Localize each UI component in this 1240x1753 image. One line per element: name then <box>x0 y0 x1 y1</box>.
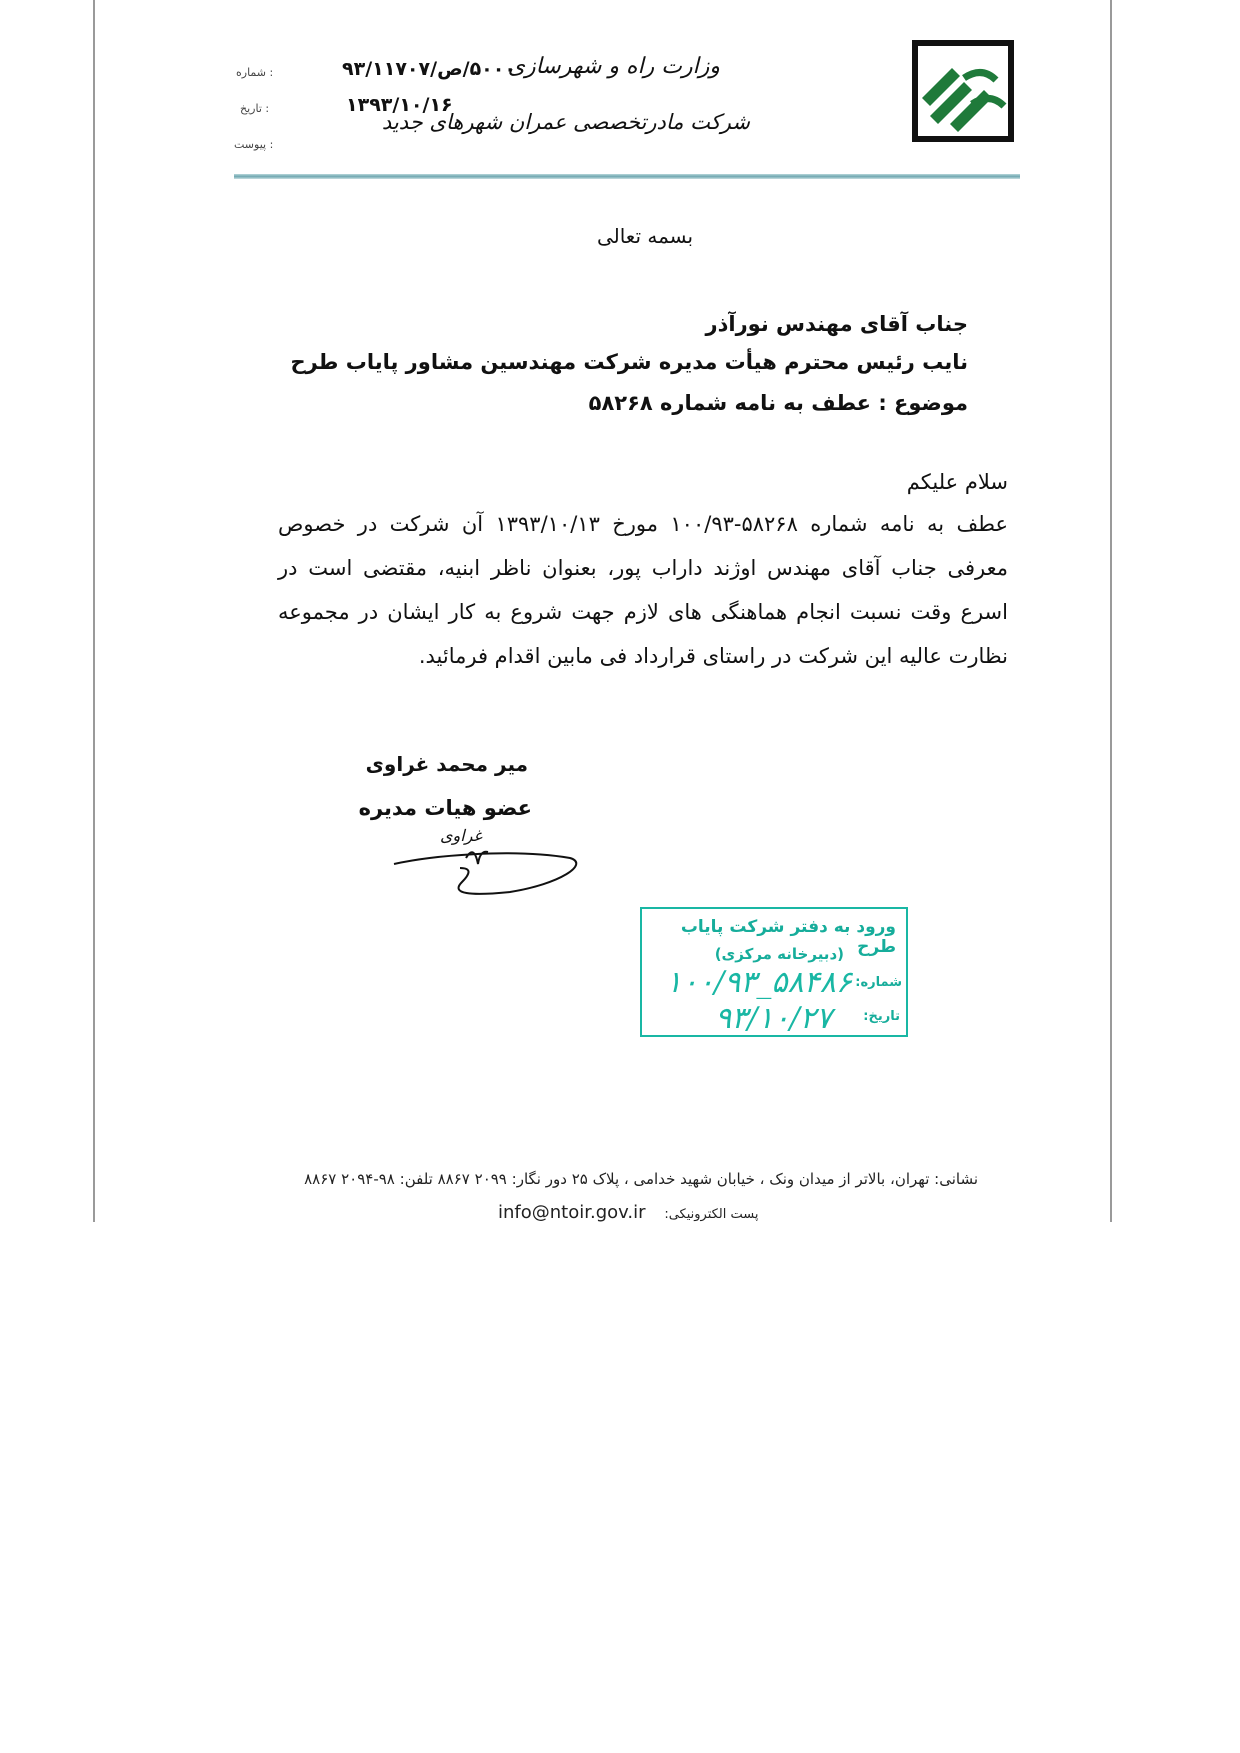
body-line: نظارت عالیه این شرکت در راستای قرارداد فی مابین اقدام فرمائید. <box>418 644 1008 668</box>
footer-email-row <box>498 1202 759 1223</box>
company-logo-icon <box>912 40 1014 146</box>
footer-email[interactable]: info@ntoir.gov.ir <box>498 1202 646 1223</box>
stamp-number-label: شماره: <box>855 975 902 990</box>
stamp-date-value: ۹۳/۱۰/۲۷ <box>715 1001 832 1036</box>
signature-scribble <box>390 838 590 902</box>
footer-address: نشانی: تهران، بالاتر از میدان ونک ، خیابان شهید خدامی ، پلاک ۲۵ دور نگار: ۲۰۹۹ ۸۸۶۷ تلفن: ۹۸-۲۰۹۴ ۸۸۶۷ <box>304 1170 978 1188</box>
header-divider <box>234 174 1020 179</box>
stamp-number-value: ۱۰۰/۹۳_۵۸۴۸۶ <box>665 965 852 1000</box>
handwritten-name: غراوی <box>440 826 482 845</box>
stamp-title: ورود به دفتر شرکت پایاب طرح <box>680 917 896 957</box>
number-label: : شماره <box>236 66 274 79</box>
stamp-date-label: تاریخ: <box>863 1009 900 1024</box>
footer-email-label: پست الکترونیکی: <box>664 1207 759 1222</box>
received-stamp <box>640 907 908 1037</box>
invocation: بسمه تعالی <box>596 224 694 248</box>
stamp-subtitle: (دبیرخانه مرکزی) <box>714 945 844 963</box>
body-line: اسرع وقت نسبت انجام هماهنگی های لازم جهت شروع به کار ایشان در مجموعه <box>278 600 1008 624</box>
company-title: شرکت مادرتخصصی عمران شهرهای جدید <box>381 110 750 134</box>
signer-title: عضو هیات مدیره <box>358 796 532 820</box>
recipient-title: نایب رئیس محترم هیأت مدیره شرکت مهندسین مشاور پایاب طرح <box>290 350 968 374</box>
body-line: عطف به نامه شماره ۵۸۲۶۸-۱۰۰/۹۳ مورخ ۱۳۹۳/۱۰/۱۳ آن شرکت در خصوص <box>278 512 1008 536</box>
letter-date: ۱۳۹۳/۱۰/۱۶ <box>346 94 453 116</box>
greeting: سلام علیکم <box>906 470 1008 494</box>
letter-subject: موضوع : عطف به نامه شماره ۵۸۲۶۸ <box>588 391 968 415</box>
attachment-label: : پیوست <box>234 138 274 151</box>
right-margin-rule <box>1110 0 1112 1222</box>
body-line: معرفی جناب آقای مهندس اوژند داراب پور، بعنوان ناظر ابنیه، مقتضی است در <box>278 556 1008 580</box>
signer-name: میر محمد غراوی <box>365 752 528 776</box>
ministry-title: وزارت راه و شهرسازی <box>507 54 720 79</box>
date-label: : تاریخ <box>240 102 270 115</box>
recipient-name: جناب آقای مهندس نورآذر <box>705 312 968 336</box>
letter-number: ۵۰۰۰/ص/۹۳/۱۱۷۰۷ <box>342 58 516 80</box>
left-margin-rule <box>93 0 95 1222</box>
